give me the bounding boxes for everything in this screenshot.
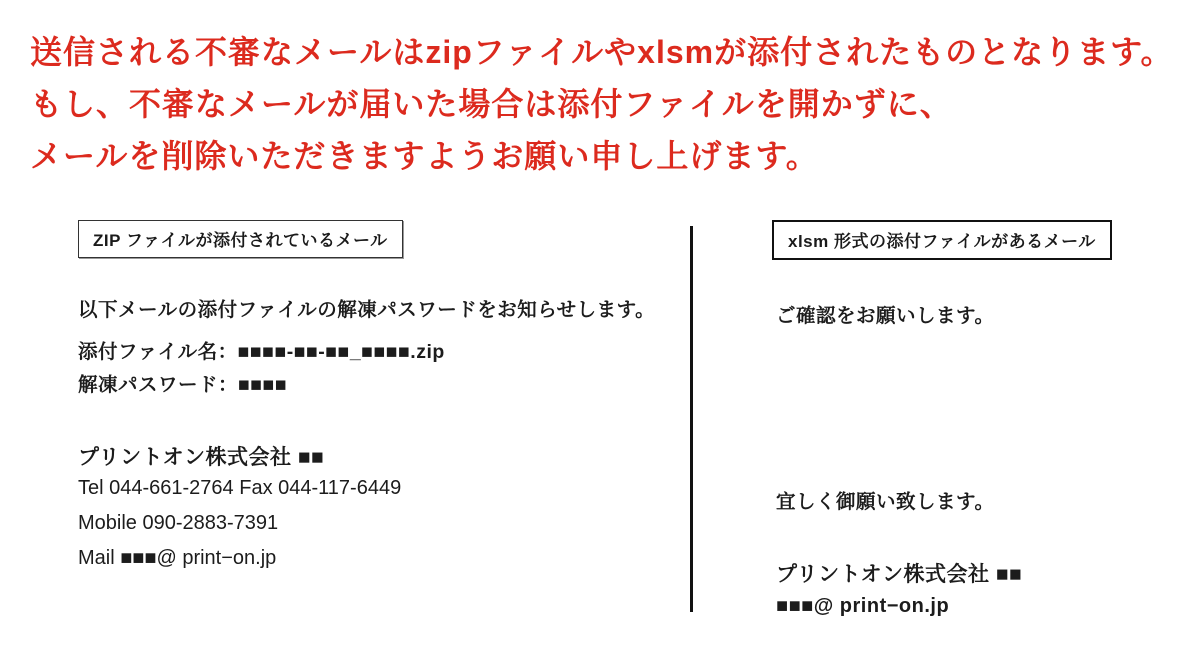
warning-line-2: もし、不審なメールが届いた場合は添付ファイルを開かずに、 xyxy=(30,86,953,122)
xlsm-email-body-top: ご確認をお願いします。 xyxy=(776,305,995,327)
xlsm-email-body-bottom: 宜しく御願い致します。 xyxy=(776,491,995,513)
zip-email-body-line-1: 以下メールの添付ファイルの解凍パスワードをお知らせします。 xyxy=(78,299,656,321)
column-divider xyxy=(690,226,693,612)
warning-line-1: 送信される不審なメールはzipファイルやxlsmが添付されたものとなります。 xyxy=(30,34,1174,70)
xlsm-email-signature-company: プリントオン株式会社 ■■ xyxy=(776,563,1023,586)
zip-email-box-label: ZIP ファイルが添付されているメール xyxy=(78,220,403,258)
xlsm-email-box-label: xlsm 形式の添付ファイルがあるメール xyxy=(772,220,1112,260)
warning-line-3: メールを削除いただきますようお願い申し上げます。 xyxy=(30,138,819,174)
zip-email-signature-telfax: Tel 044-661-2764 Fax 044-117-6449 xyxy=(78,477,402,499)
zip-email-signature-mobile: Mobile 090-2883-7391 xyxy=(78,512,279,534)
zip-email-password-line: 解凍パスワード：■■■■ xyxy=(78,374,288,396)
zip-email-filename-line: 添付ファイル名：■■■■-■■-■■_■■■■.zip xyxy=(78,341,445,363)
zip-email-signature-mail: Mail ■■■@ print−on.jp xyxy=(78,547,277,569)
warning-heading xyxy=(30,26,1174,182)
xlsm-email-signature-mail: ■■■@ print−on.jp xyxy=(776,595,950,617)
zip-email-signature-company: プリントオン株式会社 ■■ xyxy=(78,446,325,469)
